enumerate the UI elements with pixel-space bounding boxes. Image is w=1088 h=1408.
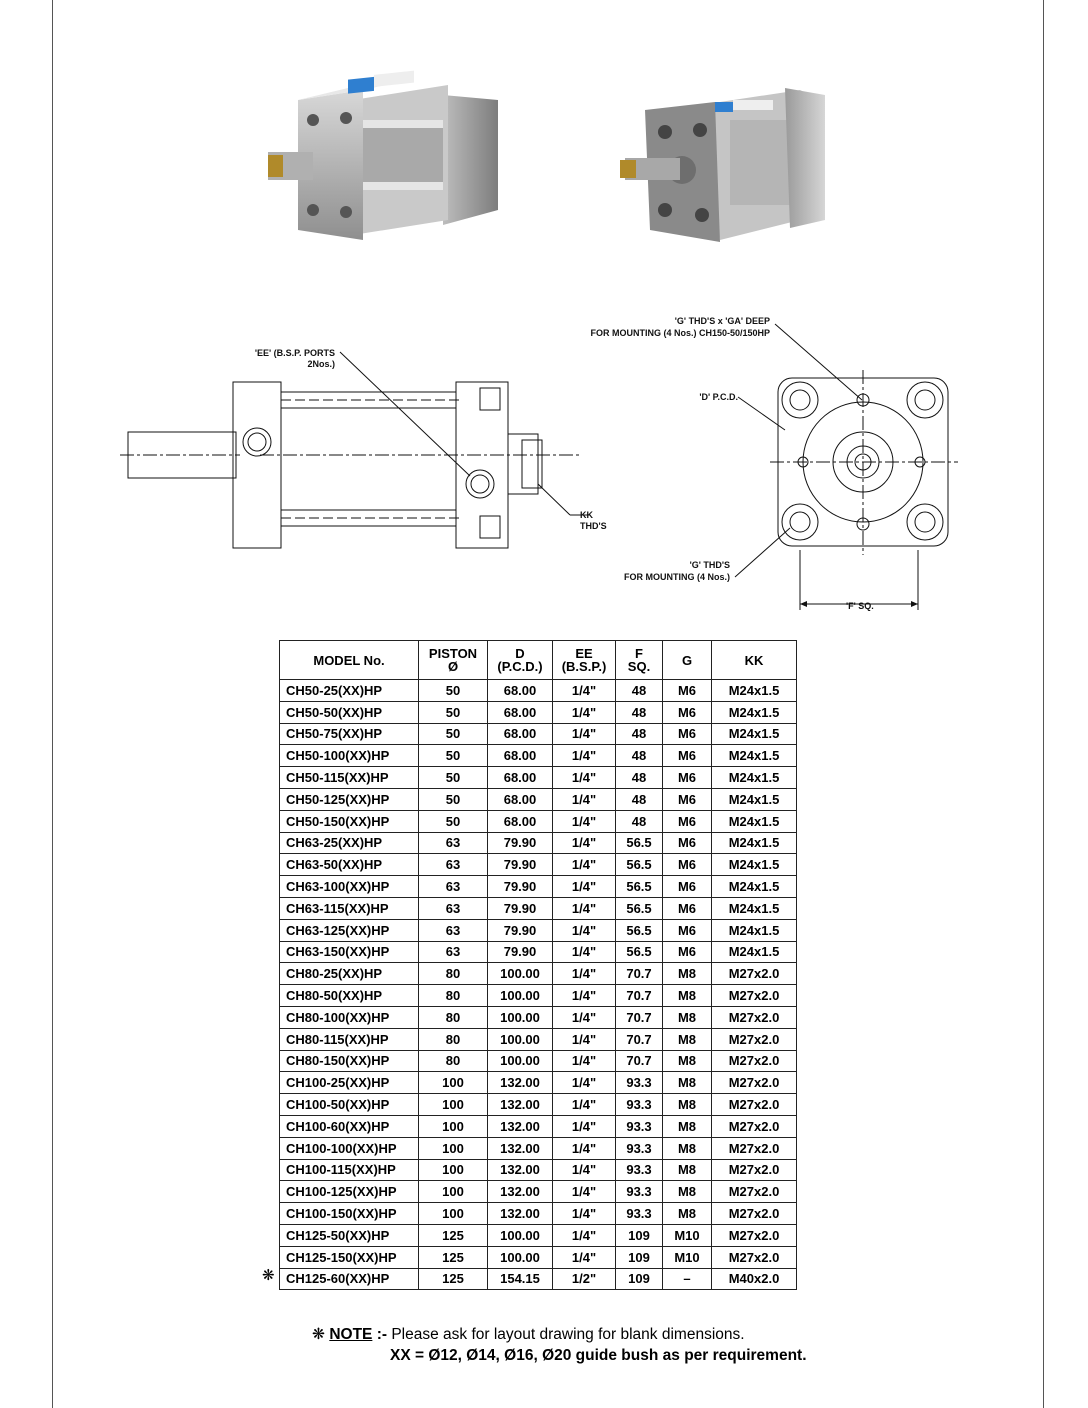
cell-g: M6: [663, 788, 712, 810]
cell-d-pcd: 100.00: [488, 963, 553, 985]
cell-g: M6: [663, 723, 712, 745]
cell-d-pcd: 132.00: [488, 1072, 553, 1094]
cell-kk: M27x2.0: [712, 1115, 797, 1137]
note-line-1: [312, 1324, 807, 1345]
cell-ee-bsp: 1/4": [553, 963, 616, 985]
cell-model: CH80-150(XX)HP: [280, 1050, 419, 1072]
cell-kk: M24x1.5: [712, 832, 797, 854]
cell-g: M8: [663, 985, 712, 1007]
cell-ee-bsp: 1/4": [553, 897, 616, 919]
cell-f-sq: 70.7: [616, 1006, 663, 1028]
cell-ee-bsp: 1/4": [553, 1094, 616, 1116]
cell-ee-bsp: 1/4": [553, 876, 616, 898]
cell-f-sq: 109: [616, 1268, 663, 1290]
cell-d-pcd: 132.00: [488, 1137, 553, 1159]
cell-kk: M27x2.0: [712, 1094, 797, 1116]
cell-ee-bsp: 1/4": [553, 919, 616, 941]
starred-row-marker: ❋: [262, 1267, 275, 1284]
cell-model: CH50-125(XX)HP: [280, 788, 419, 810]
cell-g: M8: [663, 963, 712, 985]
cell-model: CH50-115(XX)HP: [280, 767, 419, 789]
table-row: [280, 1203, 797, 1225]
cell-ee-bsp: 1/4": [553, 1006, 616, 1028]
cell-g: –: [663, 1268, 712, 1290]
cell-d-pcd: 132.00: [488, 1115, 553, 1137]
cell-piston: 63: [419, 832, 488, 854]
table-row: [280, 788, 797, 810]
cell-kk: M27x2.0: [712, 1072, 797, 1094]
note-block: [312, 1324, 807, 1366]
cell-g: M6: [663, 745, 712, 767]
cell-d-pcd: 68.00: [488, 810, 553, 832]
table-row: [280, 832, 797, 854]
page-border-right: [1043, 0, 1044, 1408]
header-model: MODEL No.: [280, 641, 419, 680]
cell-kk: M24x1.5: [712, 788, 797, 810]
page-border-left: [52, 0, 53, 1408]
table-row: [280, 919, 797, 941]
cell-kk: M24x1.5: [712, 876, 797, 898]
cell-g: M8: [663, 1203, 712, 1225]
cell-f-sq: 70.7: [616, 1050, 663, 1072]
cell-f-sq: 93.3: [616, 1072, 663, 1094]
cell-model: CH50-150(XX)HP: [280, 810, 419, 832]
cell-kk: M27x2.0: [712, 1203, 797, 1225]
cell-d-pcd: 100.00: [488, 1028, 553, 1050]
cell-f-sq: 109: [616, 1246, 663, 1268]
cell-g: M6: [663, 680, 712, 702]
cell-model: CH100-125(XX)HP: [280, 1181, 419, 1203]
cell-piston: 100: [419, 1181, 488, 1203]
cell-g: M8: [663, 1094, 712, 1116]
cell-ee-bsp: 1/2": [553, 1268, 616, 1290]
table-row: [280, 723, 797, 745]
table-row: [280, 680, 797, 702]
cell-ee-bsp: 1/4": [553, 767, 616, 789]
cell-ee-bsp: 1/4": [553, 1072, 616, 1094]
cell-kk: M27x2.0: [712, 1181, 797, 1203]
cell-f-sq: 56.5: [616, 854, 663, 876]
cell-f-sq: 93.3: [616, 1181, 663, 1203]
barrel: [281, 392, 456, 526]
table-row: [280, 985, 797, 1007]
spec-table: [279, 640, 797, 1290]
cell-ee-bsp: 1/4": [553, 1137, 616, 1159]
note-line-2: XX = Ø12, Ø14, Ø16, Ø20 guide bush as per requirement.: [390, 1347, 807, 1364]
cell-kk: M24x1.5: [712, 723, 797, 745]
header-piston: PISTON Ø: [419, 641, 488, 680]
cell-piston: 125: [419, 1224, 488, 1246]
cell-piston: 63: [419, 941, 488, 963]
cell-g: M8: [663, 1028, 712, 1050]
cell-model: CH125-50(XX)HP: [280, 1224, 419, 1246]
cell-kk: M40x2.0: [712, 1268, 797, 1290]
cell-f-sq: 56.5: [616, 941, 663, 963]
cell-piston: 50: [419, 745, 488, 767]
cell-model: CH63-125(XX)HP: [280, 919, 419, 941]
cell-piston: 100: [419, 1137, 488, 1159]
cell-g: M10: [663, 1246, 712, 1268]
cell-d-pcd: 100.00: [488, 1050, 553, 1072]
table-row: [280, 876, 797, 898]
cylinder-photo-angled: [620, 70, 830, 250]
table-row: [280, 1246, 797, 1268]
cell-model: CH63-50(XX)HP: [280, 854, 419, 876]
cell-piston: 50: [419, 723, 488, 745]
front-port: [243, 428, 271, 456]
cell-g: M6: [663, 919, 712, 941]
cell-ee-bsp: 1/4": [553, 1028, 616, 1050]
cell-piston: 50: [419, 788, 488, 810]
table-row: [280, 897, 797, 919]
cell-kk: M24x1.5: [712, 745, 797, 767]
cell-d-pcd: 68.00: [488, 701, 553, 723]
cell-f-sq: 93.3: [616, 1137, 663, 1159]
cell-model: CH100-115(XX)HP: [280, 1159, 419, 1181]
cell-d-pcd: 79.90: [488, 876, 553, 898]
cell-ee-bsp: 1/4": [553, 1203, 616, 1225]
note-separator: :-: [376, 1326, 388, 1343]
cell-f-sq: 48: [616, 680, 663, 702]
cell-piston: 50: [419, 767, 488, 789]
cell-ee-bsp: 1/4": [553, 1224, 616, 1246]
table-header-row: [280, 641, 797, 680]
cell-kk: M24x1.5: [712, 810, 797, 832]
cell-ee-bsp: 1/4": [553, 1115, 616, 1137]
cell-f-sq: 56.5: [616, 897, 663, 919]
cell-model: CH100-25(XX)HP: [280, 1072, 419, 1094]
note-text-1: Please ask for layout drawing for blank dimensions.: [391, 1326, 745, 1343]
cell-piston: 63: [419, 854, 488, 876]
cell-d-pcd: 132.00: [488, 1203, 553, 1225]
cell-ee-bsp: 1/4": [553, 854, 616, 876]
label-ee-ports-1: 'EE' (B.S.P. PORTS: [254, 348, 335, 358]
cell-g: M8: [663, 1159, 712, 1181]
cell-model: CH50-25(XX)HP: [280, 680, 419, 702]
cell-d-pcd: 132.00: [488, 1159, 553, 1181]
cell-f-sq: 48: [616, 745, 663, 767]
cell-ee-bsp: 1/4": [553, 1181, 616, 1203]
cell-kk: M24x1.5: [712, 897, 797, 919]
cell-model: CH100-150(XX)HP: [280, 1203, 419, 1225]
cell-d-pcd: 100.00: [488, 1224, 553, 1246]
label-g-deep-2: FOR MOUNTING (4 Nos.) CH150-50/150HP: [590, 328, 770, 338]
label-g-mount-2: FOR MOUNTING (4 Nos.): [624, 572, 730, 582]
cell-d-pcd: 68.00: [488, 767, 553, 789]
cell-d-pcd: 79.90: [488, 941, 553, 963]
cell-model: CH50-50(XX)HP: [280, 701, 419, 723]
cell-d-pcd: 154.15: [488, 1268, 553, 1290]
table-row: [280, 1268, 797, 1290]
cell-piston: 63: [419, 919, 488, 941]
cell-ee-bsp: 1/4": [553, 680, 616, 702]
cell-d-pcd: 79.90: [488, 919, 553, 941]
cell-piston: 80: [419, 1006, 488, 1028]
cell-piston: 80: [419, 1050, 488, 1072]
cell-kk: M27x2.0: [712, 1050, 797, 1072]
cell-f-sq: 56.5: [616, 876, 663, 898]
rear-port: [466, 470, 494, 498]
cell-g: M6: [663, 810, 712, 832]
cell-f-sq: 56.5: [616, 919, 663, 941]
cell-ee-bsp: 1/4": [553, 1050, 616, 1072]
note-keyword: NOTE: [329, 1326, 373, 1343]
cell-f-sq: 48: [616, 767, 663, 789]
header-ee: EE (B.S.P.): [553, 641, 616, 680]
cell-piston: 80: [419, 985, 488, 1007]
table-row: [280, 767, 797, 789]
cell-model: CH80-50(XX)HP: [280, 985, 419, 1007]
cell-kk: M24x1.5: [712, 919, 797, 941]
table-row: [280, 1094, 797, 1116]
cell-g: M10: [663, 1224, 712, 1246]
cell-f-sq: 48: [616, 810, 663, 832]
label-d-pcd: 'D' P.C.D.: [699, 392, 738, 402]
cell-model: CH80-115(XX)HP: [280, 1028, 419, 1050]
cell-piston: 80: [419, 1028, 488, 1050]
cell-ee-bsp: 1/4": [553, 810, 616, 832]
cell-g: M8: [663, 1181, 712, 1203]
cell-kk: M27x2.0: [712, 1246, 797, 1268]
cell-piston: 63: [419, 897, 488, 919]
cell-d-pcd: 68.00: [488, 788, 553, 810]
label-f-sq: 'F' SQ.: [846, 601, 874, 611]
cell-model: CH100-60(XX)HP: [280, 1115, 419, 1137]
header-kk: KK: [712, 641, 797, 680]
cell-kk: M24x1.5: [712, 680, 797, 702]
cell-model: CH50-75(XX)HP: [280, 723, 419, 745]
cell-model: CH125-150(XX)HP: [280, 1246, 419, 1268]
note-marker: ❋: [312, 1326, 325, 1343]
cell-d-pcd: 79.90: [488, 897, 553, 919]
cell-ee-bsp: 1/4": [553, 745, 616, 767]
label-ee-ports-2: 2Nos.): [307, 359, 335, 369]
cell-piston: 125: [419, 1268, 488, 1290]
cell-piston: 100: [419, 1072, 488, 1094]
cell-kk: M27x2.0: [712, 1006, 797, 1028]
cell-f-sq: 48: [616, 788, 663, 810]
cell-piston: 50: [419, 680, 488, 702]
cell-kk: M27x2.0: [712, 1028, 797, 1050]
header-f: F SQ.: [616, 641, 663, 680]
label-g-mount-1: 'G' THD'S: [689, 560, 730, 570]
cell-f-sq: 93.3: [616, 1159, 663, 1181]
cell-model: CH63-115(XX)HP: [280, 897, 419, 919]
cell-kk: M27x2.0: [712, 963, 797, 985]
cell-d-pcd: 100.00: [488, 1006, 553, 1028]
cell-model: CH100-50(XX)HP: [280, 1094, 419, 1116]
cell-ee-bsp: 1/4": [553, 941, 616, 963]
cell-model: CH63-100(XX)HP: [280, 876, 419, 898]
cell-model: CH63-150(XX)HP: [280, 941, 419, 963]
cell-d-pcd: 132.00: [488, 1181, 553, 1203]
table-row: [280, 810, 797, 832]
table-row: [280, 745, 797, 767]
cell-piston: 100: [419, 1159, 488, 1181]
cell-piston: 63: [419, 876, 488, 898]
table-row: [280, 1115, 797, 1137]
cylinder-photo-front: [268, 60, 518, 250]
cell-model: CH80-25(XX)HP: [280, 963, 419, 985]
header-g: G: [663, 641, 712, 680]
cell-kk: M27x2.0: [712, 1137, 797, 1159]
cell-g: M8: [663, 1050, 712, 1072]
cell-kk: M27x2.0: [712, 985, 797, 1007]
cell-model: CH80-100(XX)HP: [280, 1006, 419, 1028]
cell-ee-bsp: 1/4": [553, 788, 616, 810]
cell-g: M8: [663, 1115, 712, 1137]
cell-kk: M27x2.0: [712, 1224, 797, 1246]
label-kk-2: THD'S: [580, 521, 607, 531]
cell-model: CH100-100(XX)HP: [280, 1137, 419, 1159]
table-row: [280, 854, 797, 876]
cell-f-sq: 56.5: [616, 832, 663, 854]
cell-f-sq: 70.7: [616, 963, 663, 985]
table-row: [280, 1224, 797, 1246]
cell-g: M6: [663, 701, 712, 723]
cell-kk: M27x2.0: [712, 1159, 797, 1181]
cell-ee-bsp: 1/4": [553, 985, 616, 1007]
cell-d-pcd: 68.00: [488, 680, 553, 702]
cell-ee-bsp: 1/4": [553, 723, 616, 745]
cell-piston: 50: [419, 810, 488, 832]
cell-g: M6: [663, 854, 712, 876]
cell-d-pcd: 68.00: [488, 723, 553, 745]
cell-model: CH50-100(XX)HP: [280, 745, 419, 767]
front-cap: [233, 382, 281, 548]
cell-piston: 100: [419, 1094, 488, 1116]
cell-f-sq: 70.7: [616, 1028, 663, 1050]
cell-d-pcd: 100.00: [488, 1246, 553, 1268]
cell-f-sq: 109: [616, 1224, 663, 1246]
cell-piston: 50: [419, 701, 488, 723]
cell-g: M6: [663, 767, 712, 789]
cell-g: M6: [663, 832, 712, 854]
table-row: [280, 1028, 797, 1050]
cell-kk: M24x1.5: [712, 854, 797, 876]
cell-g: M6: [663, 876, 712, 898]
cell-g: M8: [663, 1072, 712, 1094]
cell-d-pcd: 132.00: [488, 1094, 553, 1116]
cell-model: CH125-60(XX)HP: [280, 1268, 419, 1290]
cell-g: M8: [663, 1006, 712, 1028]
table-row: [280, 1072, 797, 1094]
label-g-deep-1: 'G' THD'S x 'GA' DEEP: [674, 316, 770, 326]
cell-piston: 100: [419, 1115, 488, 1137]
label-kk-1: KK: [580, 510, 593, 520]
cell-kk: M24x1.5: [712, 767, 797, 789]
table-row: [280, 1050, 797, 1072]
cell-d-pcd: 68.00: [488, 745, 553, 767]
cell-model: CH63-25(XX)HP: [280, 832, 419, 854]
cell-kk: M24x1.5: [712, 701, 797, 723]
cell-g: M6: [663, 897, 712, 919]
cell-piston: 100: [419, 1203, 488, 1225]
table-row: [280, 941, 797, 963]
cell-f-sq: 93.3: [616, 1094, 663, 1116]
cell-f-sq: 93.3: [616, 1203, 663, 1225]
cell-ee-bsp: 1/4": [553, 1246, 616, 1268]
cell-f-sq: 48: [616, 723, 663, 745]
table-row: [280, 963, 797, 985]
cell-ee-bsp: 1/4": [553, 1159, 616, 1181]
technical-drawing: [110, 300, 970, 630]
cell-f-sq: 48: [616, 701, 663, 723]
cell-g: M6: [663, 941, 712, 963]
table-row: [280, 1137, 797, 1159]
table-row: [280, 1181, 797, 1203]
cell-d-pcd: 100.00: [488, 985, 553, 1007]
cell-d-pcd: 79.90: [488, 854, 553, 876]
table-row: [280, 1159, 797, 1181]
table-row: [280, 1006, 797, 1028]
cell-f-sq: 93.3: [616, 1115, 663, 1137]
header-d: D (P.C.D.): [488, 641, 553, 680]
cell-f-sq: 70.7: [616, 985, 663, 1007]
cell-piston: 125: [419, 1246, 488, 1268]
cell-kk: M24x1.5: [712, 941, 797, 963]
cell-d-pcd: 79.90: [488, 832, 553, 854]
table-row: [280, 701, 797, 723]
cell-piston: 80: [419, 963, 488, 985]
cell-ee-bsp: 1/4": [553, 701, 616, 723]
cell-g: M8: [663, 1137, 712, 1159]
cell-ee-bsp: 1/4": [553, 832, 616, 854]
